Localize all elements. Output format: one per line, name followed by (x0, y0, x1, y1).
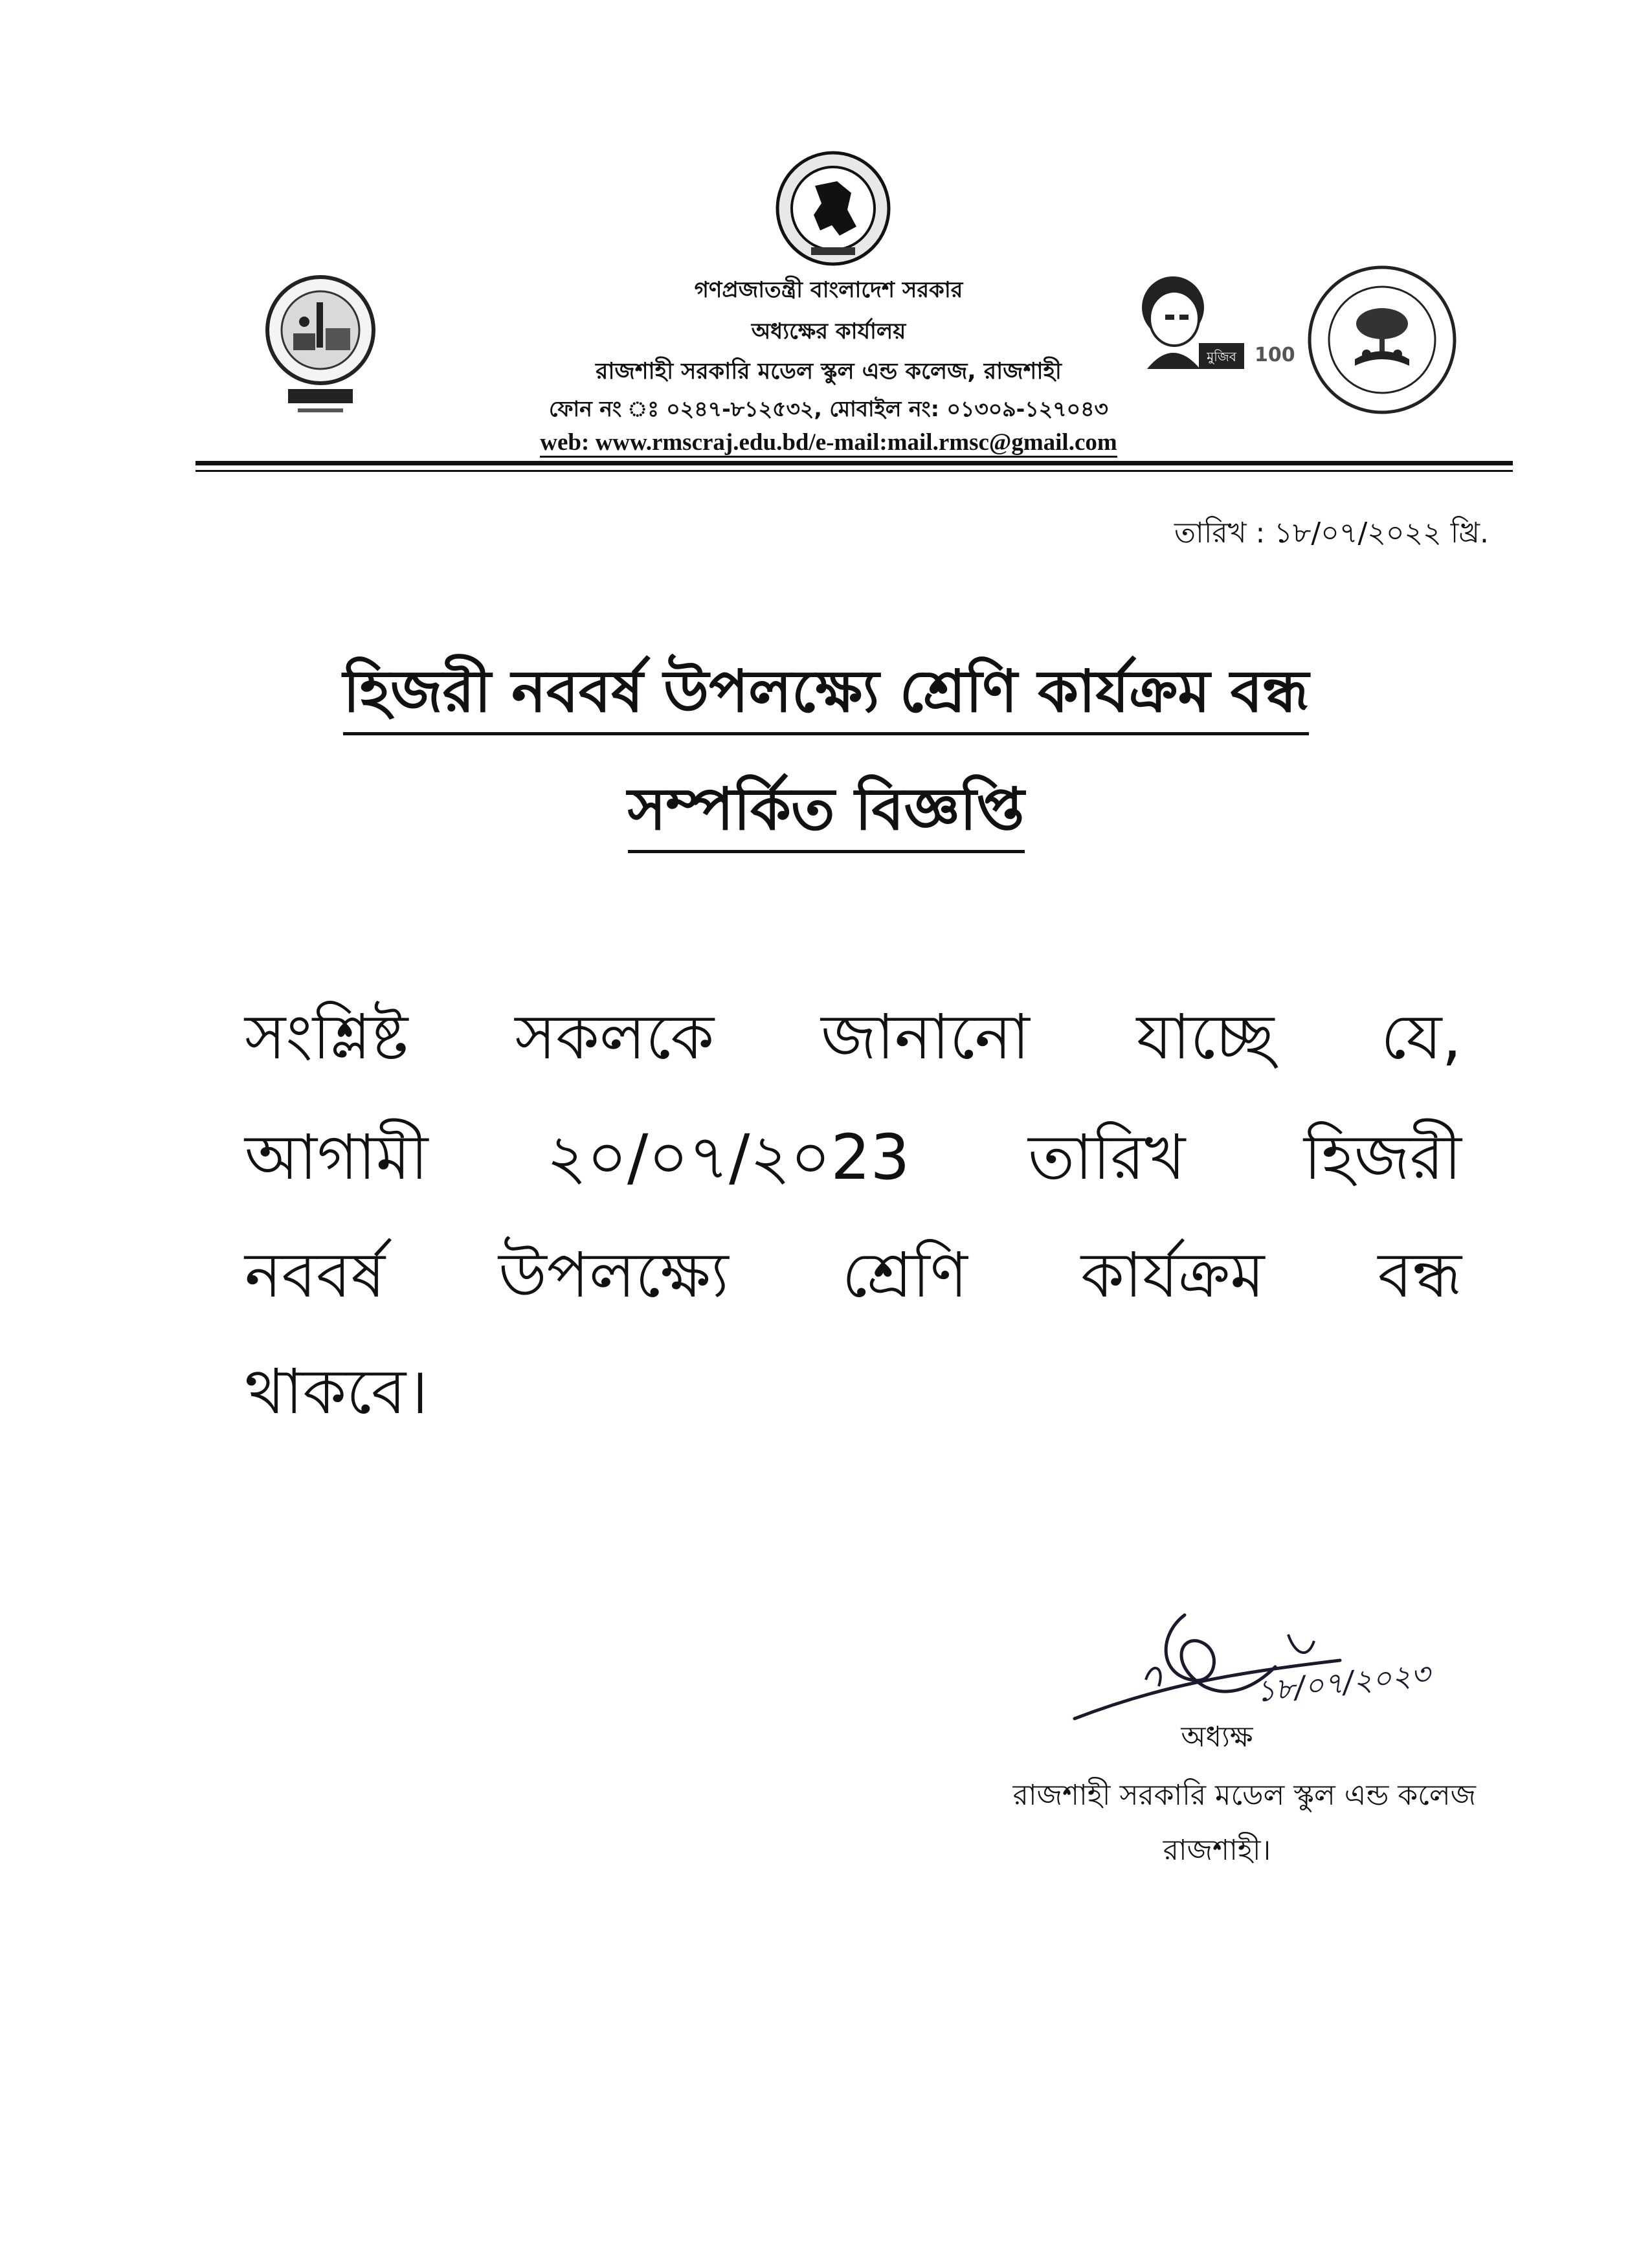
body-word: হিজরী (1303, 1121, 1462, 1194)
body-line-3 (245, 1227, 1462, 1332)
government-name: গণপ্রজাতন্ত্রী বাংলাদেশ সরকার (694, 277, 963, 303)
notice-title-line2-text: সম্পর্কিত বিজ্ঞপ্তি (628, 775, 1025, 853)
body-line-1 (245, 989, 1462, 1093)
header-rule-top (195, 461, 1513, 465)
bangladesh-government-seal-icon (775, 150, 891, 267)
body-word: যাচ্ছে (1136, 1001, 1275, 1073)
notice-title-line2 (0, 765, 1652, 862)
body-word: যে, (1381, 1001, 1462, 1073)
body-line-4: থাকবে। (245, 1355, 429, 1428)
office-name: অধ্যক্ষের কার্যালয় (751, 318, 906, 344)
education-emblem (1304, 262, 1460, 418)
web-email (492, 429, 1165, 456)
body-word: তারিখ (1028, 1121, 1186, 1194)
education-emblem-icon (1304, 262, 1460, 418)
body-word: শ্রেণি (842, 1239, 968, 1311)
body-line-2 (245, 1109, 1462, 1214)
svg-text:মুজিব: মুজিব (1207, 349, 1236, 364)
body-word: সকলকে (515, 1001, 715, 1073)
notice-title-line1 (0, 647, 1652, 744)
institution-name: রাজশাহী সরকারি মডেল স্কুল এন্ড কলেজ, রাজশাহী (596, 359, 1062, 385)
notice-date: তারিখ : ১৮/০৭/২০২২ খ্রি. (1174, 517, 1489, 550)
handwritten-date: ১৮/০৭/২০২৩ (1254, 1656, 1432, 1709)
signatory-designation: অধ্যক্ষ (1181, 1721, 1253, 1754)
government-seal (775, 150, 891, 267)
body-word: নববর্ষ (245, 1239, 386, 1311)
school-seal (262, 269, 379, 424)
signatory-city: রাজশাহী। (1163, 1834, 1271, 1867)
contact-phone: ফোন নং ঃ ০২৪৭-৮১২৫৩২, মোবাইল নং: ০১৩০৯-১২৭০৪৩ (549, 396, 1108, 421)
body-word: আগামী (245, 1121, 429, 1194)
notice-title-line1-text: হিজরী নববর্ষ উপলক্ষ্যে শ্রেণি কার্যক্রম বন্ধ (343, 658, 1309, 735)
body-date: ২০/০৭/২০23 (546, 1121, 910, 1194)
school-seal-icon (262, 269, 379, 424)
web-email-text: web: www.rmscraj.edu.bd/e-mail:mail.rmsc@gmail.com (540, 429, 1117, 458)
body-word: জানানো (821, 1001, 1030, 1073)
body-word: কার্যক্রম (1080, 1239, 1265, 1311)
header-rule-bottom (195, 470, 1513, 472)
body-word: সংশ্লিষ্ট (245, 1001, 408, 1073)
body-word: উপলক্ষ্যে (498, 1239, 729, 1311)
svg-text:100: 100 (1255, 344, 1295, 366)
body-word: বন্ধ (1378, 1239, 1462, 1311)
signatory-institution: রাজশাহী সরকারি মডেল স্কুল এন্ড কলেজ (1012, 1779, 1476, 1812)
